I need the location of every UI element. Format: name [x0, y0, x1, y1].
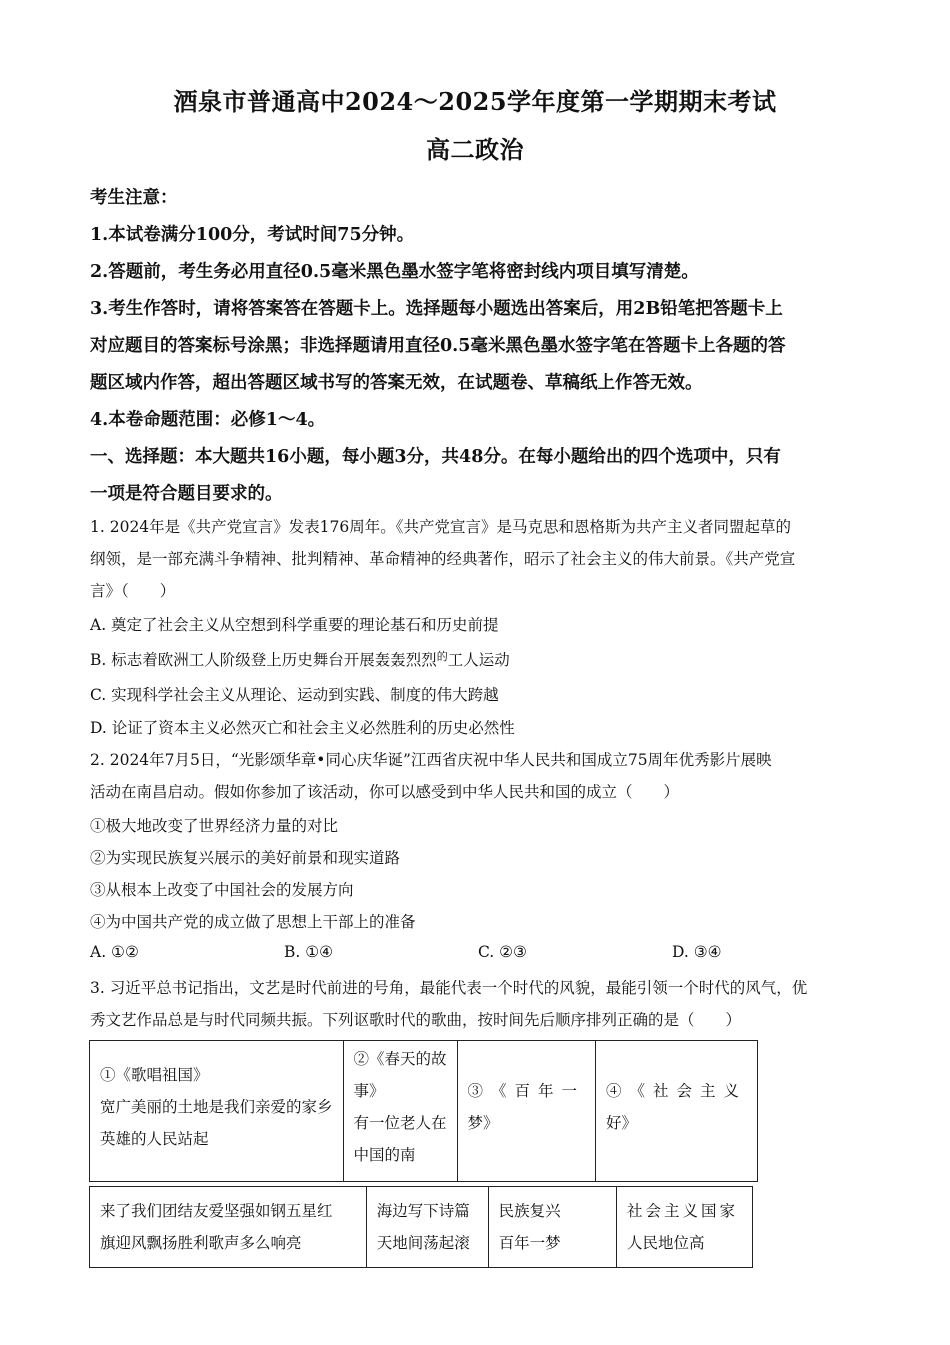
songs-table-top — [89, 1040, 758, 1182]
question-2-stem: 2. 2024年7月5日，“光影颂华章•同心庆华诞”江西省庆祝中华人民共和国成立75周年优秀影片展映 — [90, 751, 772, 769]
notice-item: 对应题目的答案标号涂黑；非选择题请用直径0.5毫米黑色墨水签字笔在答题卡上各题的答 — [90, 336, 786, 356]
song-cell-1: ①《歌唱祖国》 宽广美丽的土地是我们亲爱的家乡 英雄的人民站起 — [90, 1041, 344, 1182]
question-3-stem: 3. 习近平总书记指出，文艺是时代前进的号角，最能代表一个时代的风貌，最能引领一个时代的风气，优 — [90, 979, 808, 997]
song-cell-3: ③《百年一 梦》 — [457, 1041, 596, 1182]
question-2-statement: ③从根本上改变了中国社会的发展方向 — [90, 881, 354, 899]
song-cell-2: ②《春天的故 事》 有一位老人在 中国的南 — [343, 1041, 457, 1182]
question-1-stem: 纲领，是一部充满斗争精神、批判精神、革命精神的经典著作，昭示了社会主义的伟大前景。《共产党宣 — [90, 550, 796, 568]
lyric-cell-3: 民族复兴 百年一梦 — [488, 1187, 616, 1268]
song-cell-4: ④《社会主义 好》 — [596, 1041, 758, 1182]
question-2-statement: ①极大地改变了世界经济力量的对比 — [90, 817, 339, 835]
question-3-stem: 秀文艺作品总是与时代同频共振。下列讴歌时代的歌曲，按时间先后顺序排列正确的是（ ） — [90, 1011, 742, 1029]
choice-d: D. ③④ — [672, 943, 722, 961]
exam-subject: 高二政治 — [426, 135, 524, 164]
choice-b: B. ①④ — [284, 943, 334, 961]
choice-a: A. ①② — [90, 943, 139, 961]
question-2-statement: ②为实现民族复兴展示的美好前景和现实道路 — [90, 849, 401, 867]
question-1-option-d: D. 论证了资本主义必然灭亡和社会主义必然胜利的历史必然性 — [90, 719, 515, 737]
songs-table-bottom — [89, 1186, 753, 1268]
lyric-cell-2: 海边写下诗篇 天地间荡起滚 — [366, 1187, 488, 1268]
notice-item: 4.本卷命题范围：必修1～4。 — [90, 410, 326, 430]
exam-title: 酒泉市普通高中2024～2025学年度第一学期期末考试 — [173, 87, 777, 116]
section-heading: 一、选择题：本大题共16小题，每小题3分，共48分。在每小题给出的四个选项中，只有 — [90, 447, 781, 467]
section-heading-cont: 一项是符合题目要求的。 — [90, 484, 283, 504]
question-1-option-a: A. 奠定了社会主义从空想到科学重要的理论基石和历史前提 — [90, 616, 499, 634]
question-1-stem: 1. 2024年是《共产党宣言》发表176周年。《共产党宣言》是马克思和恩格斯为共产主义者同盟起草的 — [90, 518, 791, 536]
lyric-cell-1: 来了我们团结友爱坚强如钢五星红 旗迎风飘扬胜利歌声多么响亮 — [90, 1187, 367, 1268]
question-2-stem: 活动在南昌启动。假如你参加了该活动，你可以感受到中华人民共和国的成立（ ） — [90, 783, 680, 801]
notice-item: 1.本试卷满分100分，考试时间75分钟。 — [90, 225, 415, 245]
question-1-option-c: C. 实现科学社会主义从理论、运动到实践、制度的伟大跨越 — [90, 686, 499, 704]
notice-item: 3.考生作答时，请将答案答在答题卡上。选择题每小题选出答案后，用2B铅笔把答题卡上 — [90, 299, 783, 319]
notice-heading: 考生注意： — [90, 188, 178, 208]
question-1-stem: 言》（ ） — [90, 582, 176, 600]
question-2-statement: ④为中国共产党的成立做了思想上干部上的准备 — [90, 913, 416, 931]
lyric-cell-4: 社会主义国家 人民地位高 — [617, 1187, 753, 1268]
question-2-choices — [90, 943, 865, 967]
notice-item: 题区域内作答，超出答题区域书写的答案无效，在试题卷、草稿纸上作答无效。 — [90, 373, 703, 393]
choice-c: C. ②③ — [478, 943, 527, 961]
notice-item: 2.答题前，考生务必用直径0.5毫米黑色墨水签字笔将密封线内项目填写清楚。 — [90, 262, 699, 282]
question-1-option-b: B. 标志着欧洲工人阶级登上历史舞台开展轰轰烈烈$^的$工人运动 — [90, 650, 510, 669]
